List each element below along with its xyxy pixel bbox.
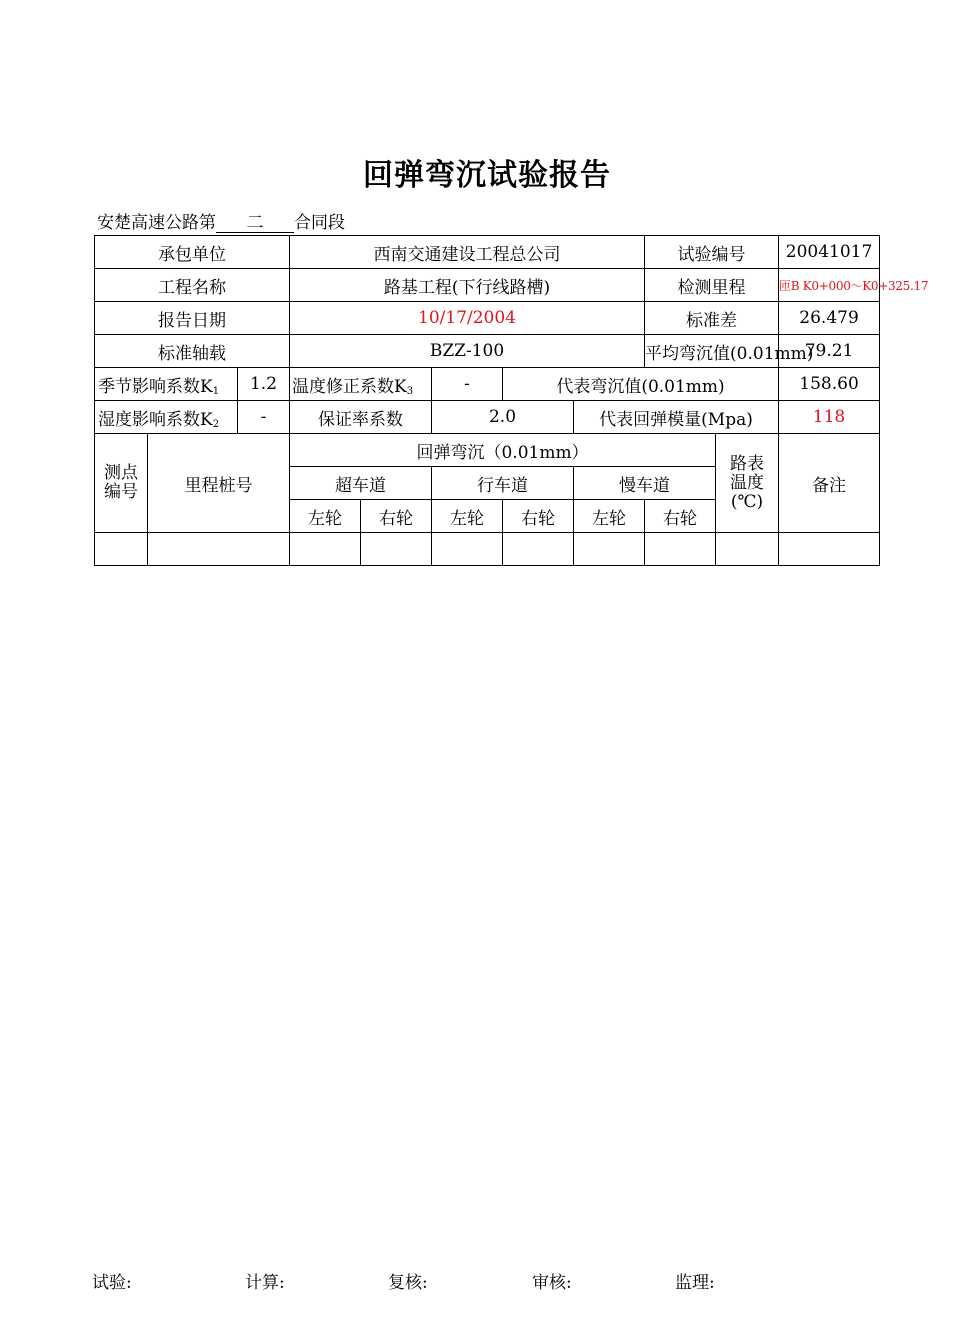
empty-cell bbox=[290, 533, 361, 566]
contractor-value: 西南交通建设工程总公司 bbox=[290, 236, 645, 269]
avg-deflection-label: 平均弯沉值(0.01mm) bbox=[645, 335, 779, 368]
lane-slow-header: 慢车道 bbox=[574, 467, 716, 500]
empty-cell bbox=[503, 533, 574, 566]
row-humidity bbox=[95, 401, 880, 434]
station-header: 里程桩号 bbox=[148, 434, 290, 533]
empty-cell bbox=[432, 533, 503, 566]
temp-correction-value: - bbox=[432, 368, 503, 401]
rep-deflection-value: 158.60 bbox=[779, 368, 880, 401]
footer-supervision: 监理: bbox=[675, 1273, 715, 1293]
point-no-header: 测点 编号 bbox=[95, 434, 148, 533]
footer-test: 试验: bbox=[92, 1273, 132, 1293]
lane-driving-header: 行车道 bbox=[432, 467, 574, 500]
overtake-left-wheel: 左轮 bbox=[290, 500, 361, 533]
driving-right-wheel: 右轮 bbox=[503, 500, 574, 533]
temp-correction-label: 温度修正系数$K_3$ bbox=[290, 368, 432, 401]
date-value: 10/17/2004 bbox=[290, 302, 645, 335]
contract-prefix: 安楚高速公路第 bbox=[97, 213, 216, 233]
contract-section-line bbox=[97, 208, 345, 233]
humidity-factor-label: 湿度影响系数$K_2$ bbox=[95, 401, 238, 434]
test-no-label: 试验编号 bbox=[645, 236, 779, 269]
report-title: 回弹弯沉试验报告 bbox=[363, 158, 611, 193]
test-no-value: 20041017 bbox=[779, 236, 880, 269]
row-contractor bbox=[95, 236, 880, 269]
project-value: 路基工程(下行线路槽) bbox=[290, 269, 645, 302]
row-date bbox=[95, 302, 880, 335]
axle-value: BZZ-100 bbox=[290, 335, 645, 368]
axle-label: 标准轴载 bbox=[95, 335, 290, 368]
row-season bbox=[95, 368, 880, 401]
empty-cell bbox=[645, 533, 716, 566]
empty-cell bbox=[95, 533, 148, 566]
empty-cell bbox=[779, 533, 880, 566]
grid-header-row-1 bbox=[95, 434, 880, 467]
footer-audit: 审核: bbox=[532, 1273, 572, 1293]
surface-temp-header: 路表 温度 (℃) bbox=[716, 434, 779, 533]
report-table bbox=[94, 235, 929, 566]
empty-cell bbox=[361, 533, 432, 566]
deflection-header: 回弹弯沉（0.01mm） bbox=[290, 434, 716, 467]
rep-deflection-label: 代表弯沉值(0.01mm) bbox=[503, 368, 779, 401]
date-label: 报告日期 bbox=[95, 302, 290, 335]
guarantee-label: 保证率系数 bbox=[290, 401, 432, 434]
mileage-label: 检测里程 bbox=[645, 269, 779, 302]
footer-review: 复核: bbox=[388, 1273, 428, 1293]
std-dev-label: 标准差 bbox=[645, 302, 779, 335]
project-label: 工程名称 bbox=[95, 269, 290, 302]
overtake-right-wheel: 右轮 bbox=[361, 500, 432, 533]
std-dev-value: 26.479 bbox=[779, 302, 880, 335]
remarks-header: 备注 bbox=[779, 434, 880, 533]
modulus-value: 118 bbox=[779, 401, 880, 434]
lane-overtake-header: 超车道 bbox=[290, 467, 432, 500]
empty-cell bbox=[574, 533, 645, 566]
contract-section-number: 二 bbox=[216, 214, 294, 233]
slow-right-wheel: 右轮 bbox=[645, 500, 716, 533]
data-row-empty bbox=[95, 533, 880, 566]
empty-cell bbox=[716, 533, 779, 566]
row-project bbox=[95, 269, 880, 302]
driving-left-wheel: 左轮 bbox=[432, 500, 503, 533]
season-factor-label: 季节影响系数$K_1$ bbox=[95, 368, 238, 401]
footer-calc: 计算: bbox=[245, 1273, 285, 1293]
slow-left-wheel: 左轮 bbox=[574, 500, 645, 533]
modulus-label: 代表回弹模量(Mpa) bbox=[574, 401, 779, 434]
mileage-value: 匝B K0+000～K0+325.17 bbox=[779, 269, 880, 302]
humidity-factor-value: - bbox=[238, 401, 290, 434]
season-factor-value: 1.2 bbox=[238, 368, 290, 401]
empty-cell bbox=[148, 533, 290, 566]
guarantee-value: 2.0 bbox=[432, 401, 574, 434]
avg-deflection-value: 79.21 bbox=[779, 335, 880, 368]
contract-suffix: 合同段 bbox=[294, 213, 345, 233]
contractor-label: 承包单位 bbox=[95, 236, 290, 269]
row-axle bbox=[95, 335, 880, 368]
